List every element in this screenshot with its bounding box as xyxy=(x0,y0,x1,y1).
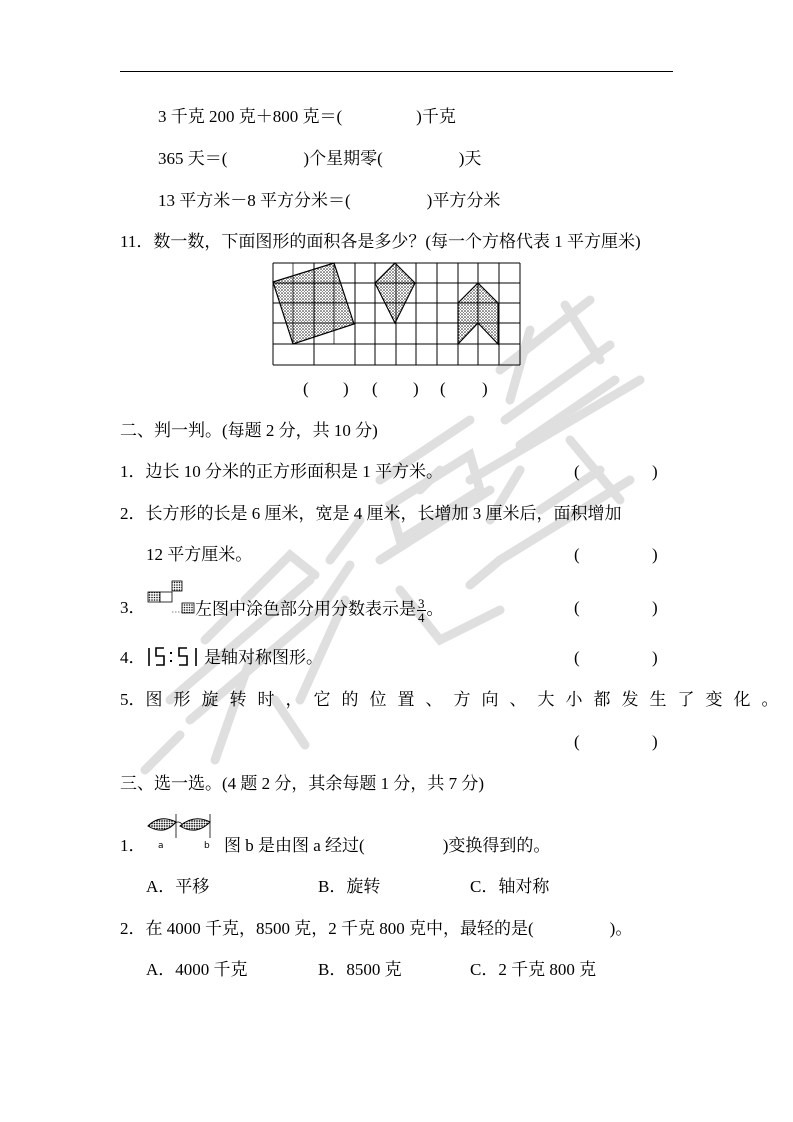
section-3-heading: 三、选一选。(4 题 2 分，其余每题 1 分，共 7 分) xyxy=(120,774,485,793)
answer-paren-close: ) xyxy=(343,379,349,398)
choice-item-2 xyxy=(120,918,632,940)
question-11 xyxy=(120,231,641,253)
item-number: 1． xyxy=(120,462,146,481)
item-number: 2． xyxy=(120,504,146,523)
item-text: 图 b 是由图 a 经过( xyxy=(224,836,365,855)
area-grid-figure xyxy=(272,262,522,366)
item-text: 边长 10 分米的正方形面积是 1 平方米。 xyxy=(145,462,443,481)
answer-paren-close: ) xyxy=(652,598,658,617)
item-text-end: )变换得到的。 xyxy=(442,836,551,855)
answer-paren-open: ( xyxy=(574,462,580,481)
judge-item-5 xyxy=(120,689,790,711)
fill-line-3-left: 13 平方米－8 平方分米＝( xyxy=(158,191,351,210)
item-text: 图形旋转时，它的位置、方向、大小都发生了变化。 xyxy=(145,690,790,709)
choice-1-option-b[interactable]: B．旋转 xyxy=(318,877,381,896)
leaf-transform-figure xyxy=(146,810,224,850)
item-text-end: )。 xyxy=(609,919,633,938)
question-number: 11． xyxy=(120,232,154,251)
answer-paren-open: ( xyxy=(574,598,580,617)
item-text: 左图中涂色部分用分数表示是 xyxy=(195,599,416,619)
fraction-numerator: 3 xyxy=(418,596,425,611)
item-tail: 。 xyxy=(426,599,444,619)
fill-line-2-right: )天 xyxy=(458,149,482,168)
answer-paren-close: ) xyxy=(652,648,658,667)
header-rule xyxy=(120,71,673,72)
answer-paren-open: ( xyxy=(574,648,580,667)
item-text: 长方形的长是 6 厘米，宽是 4 厘米，长增加 3 厘米后，面积增加 xyxy=(145,504,622,523)
answer-paren-open: ( xyxy=(574,732,580,751)
item-number: 5． xyxy=(120,690,146,709)
fill-line-1 xyxy=(158,106,456,128)
section-2-heading: 二、判一判。(每题 2 分，共 10 分) xyxy=(120,421,378,440)
fill-line-1-right: )千克 xyxy=(416,107,456,126)
answer-paren-close: ) xyxy=(652,545,658,564)
choice-1-option-c[interactable]: C．轴对称 xyxy=(470,877,550,896)
answer-paren-open: ( xyxy=(303,379,309,398)
figure-label-b: b xyxy=(204,841,210,850)
shaded-squares-figure xyxy=(146,579,196,615)
fill-line-2 xyxy=(158,148,481,170)
judge-item-2 xyxy=(120,503,622,525)
answer-paren-close: ) xyxy=(413,379,419,398)
fill-line-3 xyxy=(158,190,500,212)
fraction xyxy=(417,597,426,624)
item-number: 2． xyxy=(120,919,146,938)
answer-paren-close: ) xyxy=(652,732,658,751)
judge-item-1 xyxy=(120,461,443,483)
fill-line-2-mid: )个星期零( xyxy=(303,149,383,168)
question-text: 数一数，下面图形的面积各是多少？(每一个方格代表 1 平方厘米) xyxy=(153,232,641,251)
figure-label-a: a xyxy=(158,841,164,850)
answer-paren-open: ( xyxy=(574,545,580,564)
digital-time-glyph xyxy=(146,646,206,668)
kite-shape xyxy=(375,263,415,323)
choice-2-option-b[interactable]: B．8500 克 xyxy=(318,960,402,979)
choice-item-1 xyxy=(224,835,550,857)
choice-2-option-c[interactable]: C．2 千克 800 克 xyxy=(470,960,597,979)
judge-item-2-cont: 12 平方厘米。 xyxy=(146,545,253,564)
choice-1-option-a[interactable]: A．平移 xyxy=(146,877,210,896)
fill-line-1-left: 3 千克 200 克＋800 克＝( xyxy=(158,107,343,126)
judge-item-3 xyxy=(195,597,444,624)
choice-item-1-number: 1． xyxy=(120,836,146,855)
choice-2-option-a[interactable]: A．4000 千克 xyxy=(146,960,248,979)
answer-paren-close: ) xyxy=(652,462,658,481)
judge-item-4-number: 4． xyxy=(120,648,146,667)
fill-line-3-right: )平方分米 xyxy=(426,191,501,210)
fill-line-2-left: 365 天＝( xyxy=(158,149,228,168)
answer-paren-open: ( xyxy=(440,379,446,398)
answer-paren-close: ) xyxy=(482,379,488,398)
fraction-denominator: 4 xyxy=(418,610,425,625)
item-text: 在 4000 千克，8500 克，2 千克 800 克中，最轻的是( xyxy=(145,919,534,938)
judge-item-3-number: 3． xyxy=(120,598,146,617)
answer-paren-open: ( xyxy=(372,379,378,398)
judge-item-4: 是轴对称图形。 xyxy=(204,648,323,667)
